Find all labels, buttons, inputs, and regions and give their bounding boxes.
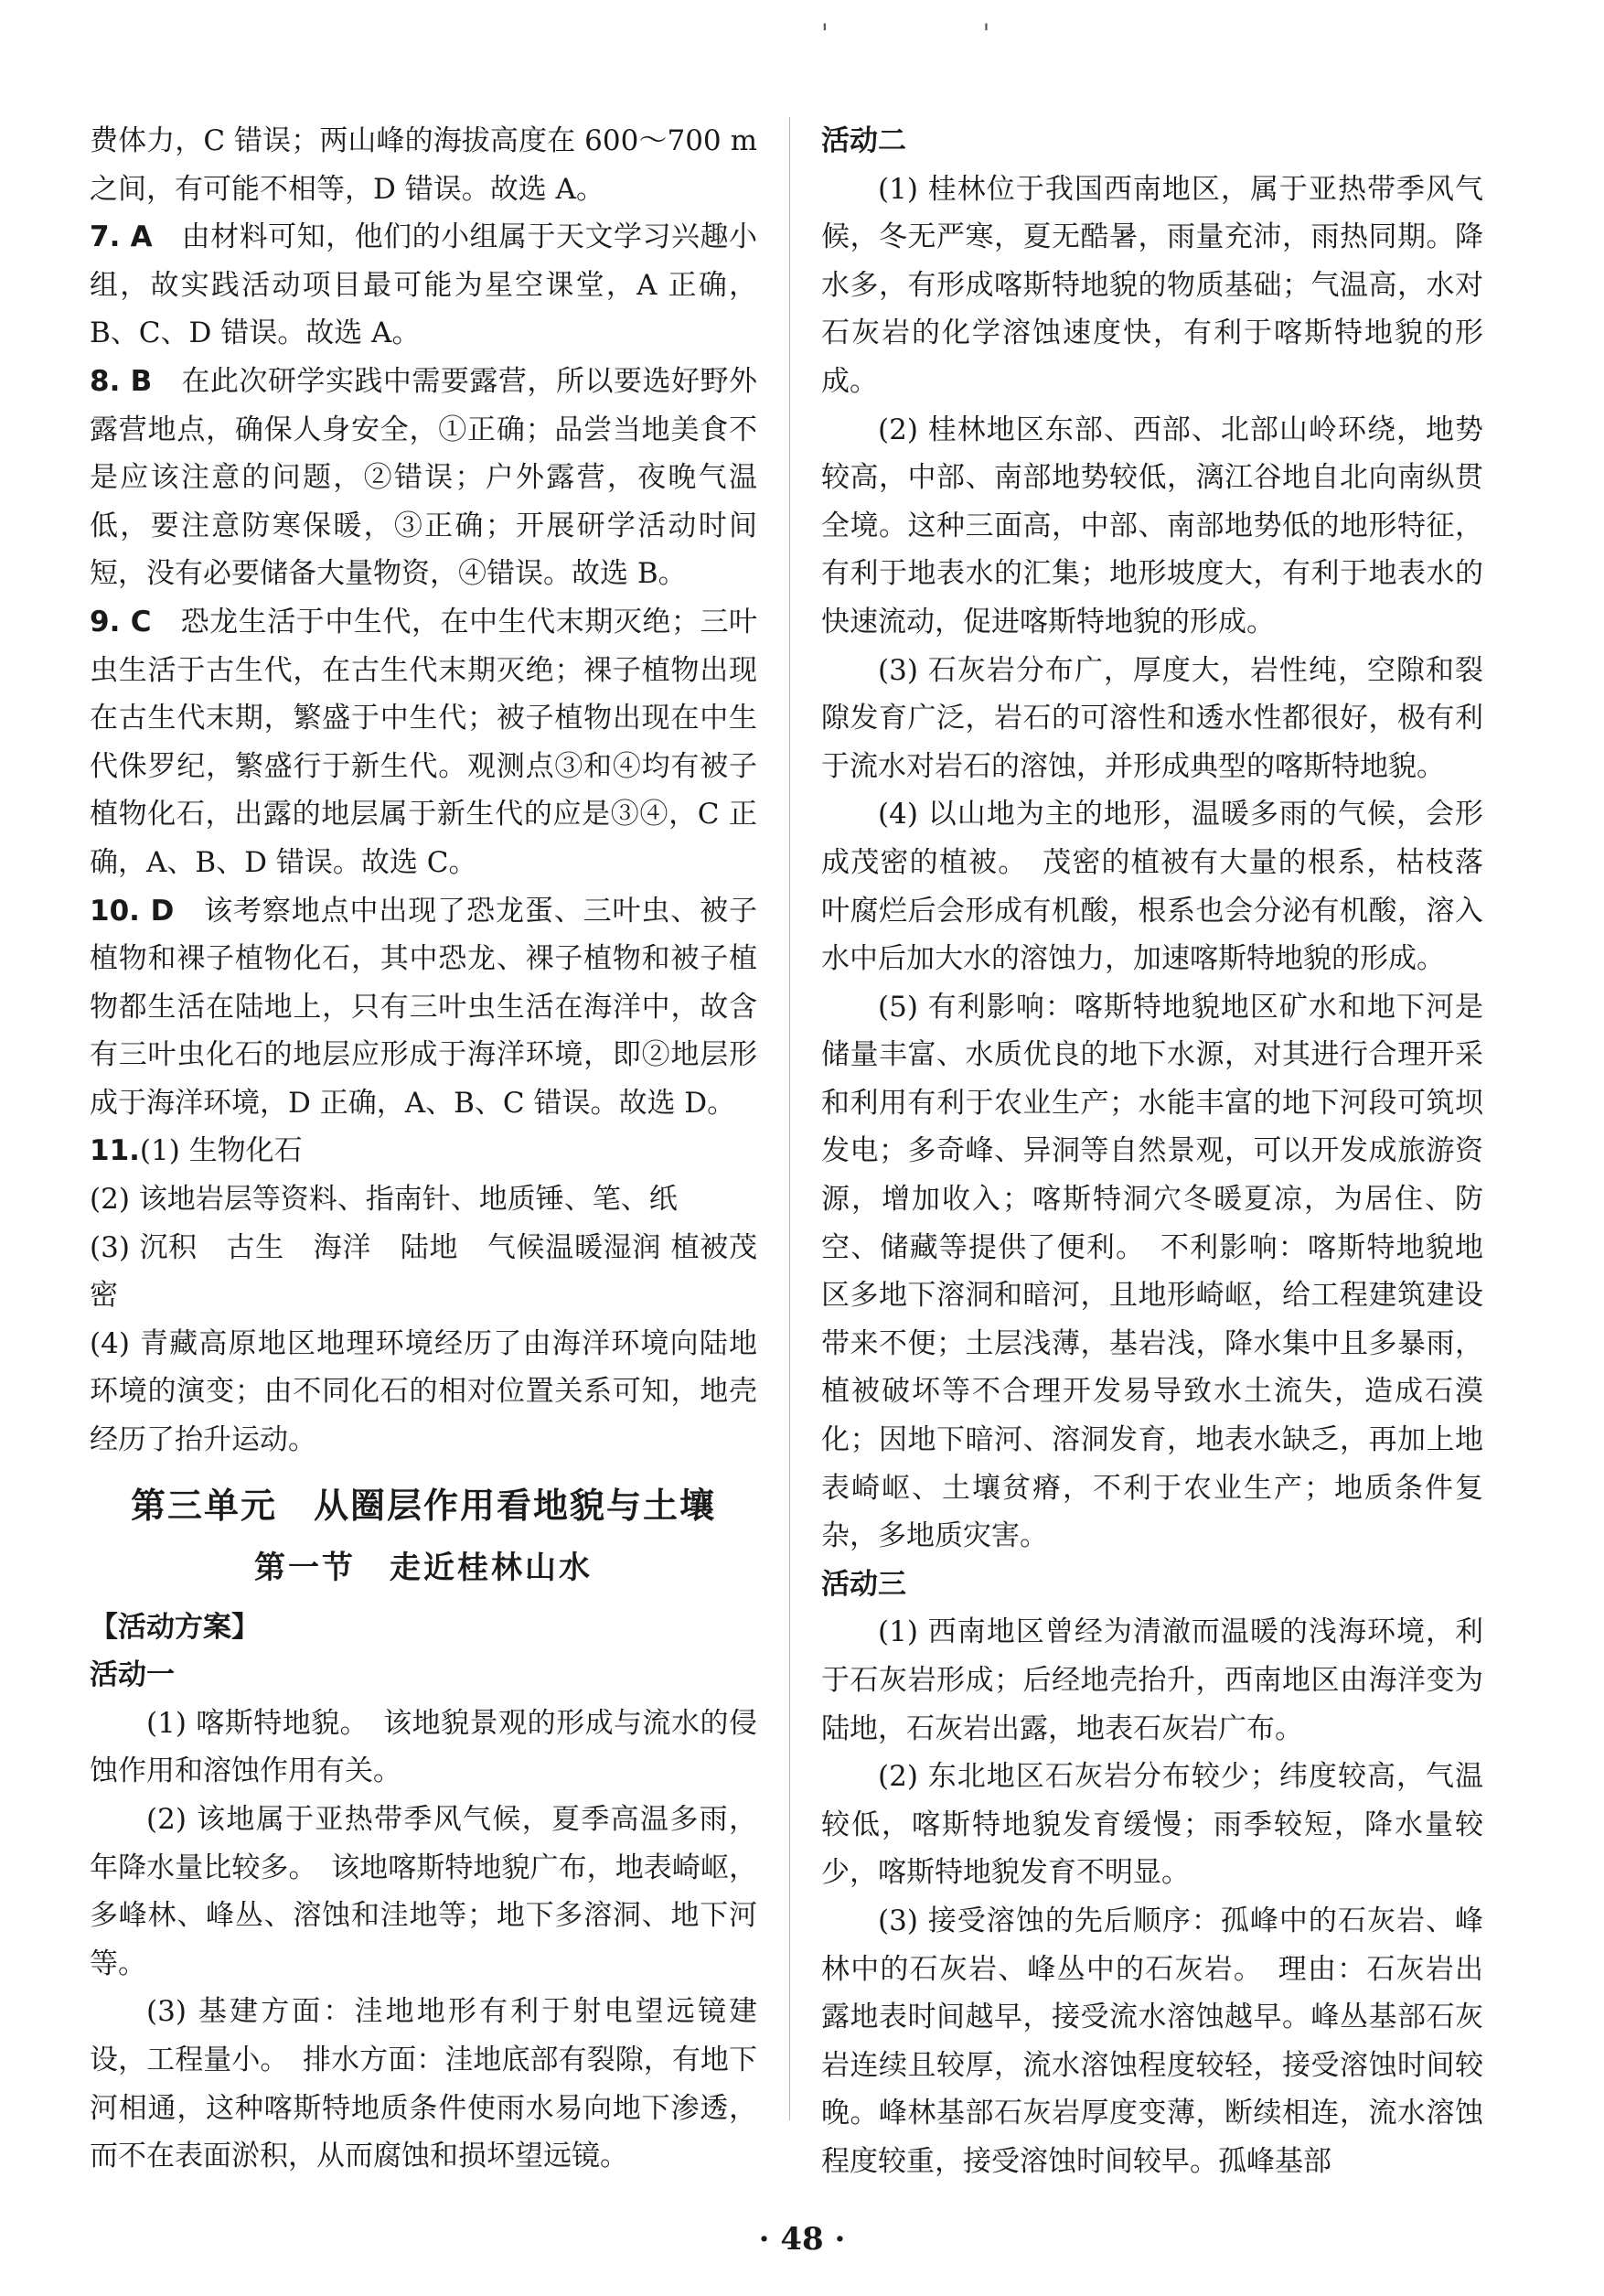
activity-2-item-5: (5) 有利影响：喀斯特地貌地区矿水和地下河是储量丰富、水质优良的地下水源，对其进行合理开采和利用有利于农业生产；水能丰富的地下河段可筑坝发电；多奇峰、异洞等自然景观，可以开发成旅游资源，增加收入；喀斯特洞穴冬暖夏凉，为居住、防空、储藏等提供了便利。 不利影响：喀斯特地貌地区多地下溶洞和暗河，且地形崎岖，给工程建筑建设带来不便；土层浅薄，基岩浅，降水集中且多暴雨，植被破坏等不合理开发易导致水土流失，造成石漠化；因地下暗河、溶洞发育，地表水缺乏，再加上地表崎岖、土壤贫瘠，不利于农业生产；地质条件复杂，多地质灾害。 — [821, 990, 1483, 1553]
activity-2-item-3: (3) 石灰岩分布广，厚度大，岩性纯，空隙和裂隙发育广泛，岩石的可溶性和透水性都很好，极有利于流水对岩石的溶蚀，并形成典型的喀斯特地貌。 — [821, 653, 1483, 783]
header-marks: ' ' — [821, 18, 1064, 48]
unit-title: 第三单元 从圈层作用看地貌与土壤 — [130, 1485, 716, 1526]
answer-text: 该考察地点中出现了恐龙蛋、三叶虫、被子植物和裸子植物化石，其中恐龙、裸子植物和被子植物都生活在陆地上，只有三叶虫生活在海洋中，故含有三叶虫化石的地层应形成于海洋环境，即②地层形成于海洋环境，D 正确，A、B、C 错误。故选 D。 — [90, 894, 758, 1120]
activity-1-item-2: (2) 该地属于亚热带季风气候，夏季高温多雨，年降水量比较多。 该地喀斯特地貌广布，地表崎岖，多峰林、峰丛、溶蚀和洼地等；地下多溶洞、地下河等。 — [90, 1803, 757, 1980]
page-number: · 48 · — [758, 2221, 846, 2258]
section-title: 第一节 走近桂林山水 — [254, 1549, 593, 1586]
answer-number: 8. B — [90, 364, 153, 398]
answer-11-part1 — [90, 1127, 757, 1175]
activity-3-item-1: (1) 西南地区曾经为清澈而温暖的浅海环境，利于石灰岩形成；后经地壳抬升，西南地区由海洋变为陆地，石灰岩出露，地表石灰岩广布。 — [821, 1615, 1483, 1745]
activity-3-item-3: (3) 接受溶蚀的先后顺序：孤峰中的石灰岩、峰林中的石灰岩、峰丛中的石灰岩。 理由：石灰岩出露地表时间越早，接受流水溶蚀越早。峰丛基部石灰岩连续且较厚，流水溶蚀程度较轻，接受溶蚀时间较晚。峰林基部石灰岩厚度变薄，断续相连，流水溶蚀程度较重，接受溶蚀时间较早。孤峰基部 — [821, 1904, 1483, 2178]
answer-11-part2: (2) 该地岩层等资料、指南针、地质锤、笔、纸 — [90, 1183, 678, 1217]
right-column — [821, 117, 1483, 2186]
activity-2-item-1: (1) 桂林位于我国西南地区，属于亚热带季风气候，冬无严寒，夏无酷暑，雨量充沛，雨热同期。降水多，有形成喀斯特地貌的物质基础；气温高，水对石灰岩的化学溶蚀速度快，有利于喀斯特地貌的形成。 — [821, 172, 1483, 398]
answer-8 — [90, 358, 757, 598]
activity-plan-heading: 【活动方案】 — [90, 1610, 260, 1644]
activity-1-item-1: (1) 喀斯特地貌。 该地貌景观的形成与流水的侵蚀作用和溶蚀作用有关。 — [90, 1706, 757, 1788]
left-column — [90, 117, 757, 2181]
paragraph: 费体力，C 错误；两山峰的海拔高度在 600～700 m 之间，有可能不相等，D 错误。故选 A。 — [90, 124, 757, 206]
activity-3-heading: 活动三 — [821, 1567, 906, 1601]
activity-2-item-4: (4) 以山地为主的地形，温暖多雨的气候，会形成茂密的植被。 茂密的植被有大量的根系，枯枝落叶腐烂后会形成有机酸，根系也会分泌有机酸，溶入水中后加大水的溶蚀力，加速喀斯特地貌的形成。 — [821, 798, 1483, 976]
activity-2-heading: 活动二 — [821, 124, 906, 157]
answer-number: 11. — [90, 1134, 140, 1168]
answer-text: 由材料可知，他们的小组属于天文学习兴趣小组，故实践活动项目最可能为星空课堂，A 正确，B、C、D 错误。故选 A。 — [90, 220, 758, 350]
activity-1-item-3: (3) 基建方面：洼地地形有利于射电望远镜建设，工程量小。 排水方面：洼地底部有裂隙，有地下河相通，这种喀斯特地质条件使雨水易向地下渗透，而不在表面淤积，从而腐蚀和损坏望远镜。 — [90, 1995, 757, 2173]
answer-9 — [90, 598, 757, 887]
answer-text: 在此次研学实践中需要露营，所以要选好野外露营地点，确保人身安全，①正确；品尝当地美食不是应该注意的问题，②错误；户外露营，夜晚气温低，要注意防寒保暖，③正确；开展研学活动时间短，没有必要储备大量物资，④错误。故选 B。 — [90, 364, 757, 591]
column-divider — [789, 117, 790, 2120]
answer-7 — [90, 213, 757, 358]
answer-10 — [90, 887, 757, 1128]
answer-11-part4: (4) 青藏高原地区地理环境经历了由海洋环境向陆地环境的演变；由不同化石的相对位置关系可知，地壳经历了抬升运动。 — [90, 1326, 757, 1457]
answer-11-part3: (3) 沉积 古生 海洋 陆地 气候温暖湿润 植被茂密 — [90, 1230, 757, 1313]
activity-1-heading: 活动一 — [90, 1658, 175, 1692]
answer-number: 9. C — [90, 605, 152, 638]
activity-3-item-2: (2) 东北地区石灰岩分布较少；纬度较高，气温较低，喀斯特地貌发育缓慢；雨季较短，降水量较少，喀斯特地貌发育不明显。 — [821, 1760, 1483, 1890]
answer-number: 7. A — [90, 220, 153, 254]
answer-text: 恐龙生活于中生代，在中生代末期灭绝；三叶虫生活于古生代，在古生代末期灭绝；裸子植物出现在古生代末期，繁盛于中生代；被子植物出现在中生代侏罗纪，繁盛行于新生代。观测点③和④均有被子植物化石，出露的地层属于新生代的应是③④，C 正确，A、B、D 错误。故选 C。 — [90, 605, 758, 879]
answer-text: (1) 生物化石 — [139, 1134, 303, 1168]
activity-2-item-2: (2) 桂林地区东部、西部、北部山岭环绕，地势较高，中部、南部地势较低，漓江谷地自北向南纵贯全境。这种三面高，中部、南部地势低的地形特征，有利于地表水的汇集；地形坡度大，有利于地表水的快速流动，促进喀斯特地貌的形成。 — [821, 413, 1483, 638]
answer-number: 10. D — [90, 894, 175, 928]
